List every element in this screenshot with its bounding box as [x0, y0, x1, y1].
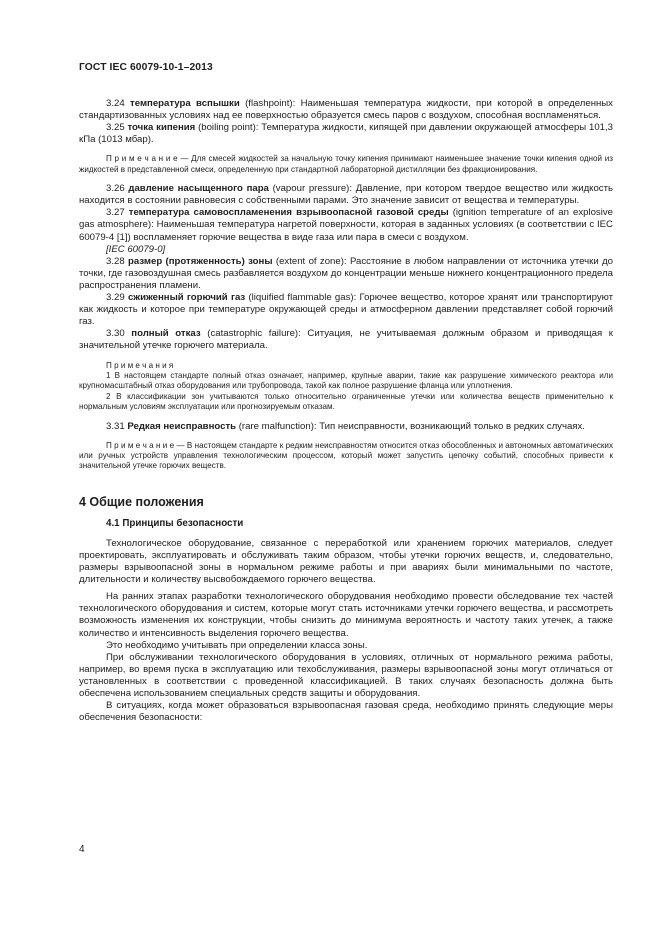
note-3-25: П р и м е ч а н и е — Для смесей жидкостей за начальную точку кипения принимают наименьшее значение точки кипения одной из жидкостей в представленной смеси, определенную при стандартной лабораторной дистилляции без фракционирования. [79, 154, 613, 174]
definition-3-26: 3.26 давление насыщенного пара (vapour pressure): Давление, при котором твердое вещество или жидкость находится в состоянии равновесия с собственными парами. Это значение зависит от вещества и температуры. [79, 183, 613, 207]
section-paragraph: В ситуациях, когда может образоваться взрывоопасная газовая среда, необходимо принять следующие меры обеспечения безопасности: [79, 700, 613, 724]
note-3-30-2: 2 В классификации зон учитываются только относительно ограниченные утечки или количества веществ применительно к нормальным условиям эксплуатации или прогнозируемым отказам. [79, 391, 613, 412]
definition-3-29: 3.29 сжиженный горючий газ (liquified flammable gas): Горючее вещество, которое хранят или транспортируют как жидкость и которое при температуре окружающей среды и атмосферном давлении представляет собой горючий газ. [79, 292, 614, 328]
section-paragraph: Технологическое оборудование, связанное с переработкой или хранением горючих материалов, следует проектировать, эксплуатировать и обслуживать таким образом, чтобы утечки горючих веществ, и, следовательно, размеры взрывоопасной зоны в нормальном режиме работы и при авариях были минимальными по частоте, длительности и количеству высвобождаемого горючего вещества. [79, 537, 613, 586]
section-paragraph: На ранних этапах разработки технологического оборудования необходимо провести обследование тех частей технологического оборудования и систем, которые могут стать источниками утечки горючего вещества, и рассмотреть возможность изменения их конструкции, чтобы снизить до минимума вероятность и частоту таких утечек, а также количество и интенсивность выделения горючего вещества. [79, 591, 613, 639]
notes-header-3-30: П р и м е ч а н и я [106, 360, 174, 370]
definition-3-31: 3.31 Редкая неисправность (rare malfunction): Тип неисправности, возникающий только в редких случаях. [106, 420, 585, 432]
page-number: 4 [79, 844, 85, 855]
document-body [79, 98, 613, 724]
note-3-30-1: 1 В настоящем стандарте полный отказ означает, например, крупные аварии, такие как разрушение химического реактора или крупномасштабный отказ оборудования или трубопровода, такой как полное разрушение фланца или уплотнения. [79, 370, 613, 391]
definition-3-24: 3.24 температура вспышки (flashpoint): Наименьшая температура жидкости, при которой в определенных стандартизованных условиях над ее поверхностью образуется смесь паров с воздухом, способная воспламеняться. [79, 98, 613, 122]
note-3-31: П р и м е ч а н и е — В настоящем стандарте к редким неисправностям относится отказ обособленных и автономных автоматических или ручных устройств управления технологическим процессом, который может запустить цепочку событий, способных привести к значительной утечке горючих веществ. [79, 440, 613, 471]
definition-3-25: 3.25 точка кипения (boiling point): Температура жидкости, кипящей при давлении окружающей атмосферы 101,3 кПа (1013 мбар). [79, 122, 613, 146]
section-paragraph: При обслуживании технологического оборудования в условиях, отличных от нормального режима работы, например, во время пуска в эксплуатацию или техобслуживания, размеры взрывоопасной зоны могут отличаться от установленных в соответствии с проведенной классификацией. В таких случаях безопасность должна быть обеспечена использованием специальных средств защиты и оборудования. [79, 651, 613, 699]
definition-3-27: 3.27 температура самовоспламенения взрывоопасной газовой среды (ignition temperature of an explosive gas atmosphere): Наименьшая температура нагретой поверхности, которая в заданных условиях (в соответствии с IEC 60079-4 [1]) воспламеняет горючие вещества в виде газа или пара в смеси с воздухом. [79, 207, 613, 243]
definition-3-30: 3.30 полный отказ (catastrophic failure): Ситуация, не учитываемая должным образом и приводящая к значительной утечке горючего материала. [79, 328, 613, 352]
section-title: 4 Общие положения [79, 494, 204, 509]
document-header: ГОСТ IEC 60079-10-1–2013 [79, 62, 213, 73]
reference-iec-60079-0: [IEC 60079-0] [106, 243, 166, 255]
definition-3-28: 3.28 размер (протяженность) зоны (extent of zone): Расстояние в любом направлении от источника утечки до точки, где газовоздушная смесь разбавляется воздухом до концентрации меньше нижнего концентрационного предела распространения пламени. [79, 255, 613, 291]
section-paragraph: Это необходимо учитывать при определении класса зоны. [106, 639, 368, 651]
subsection-title: 4.1 Принципы безопасности [106, 517, 244, 529]
